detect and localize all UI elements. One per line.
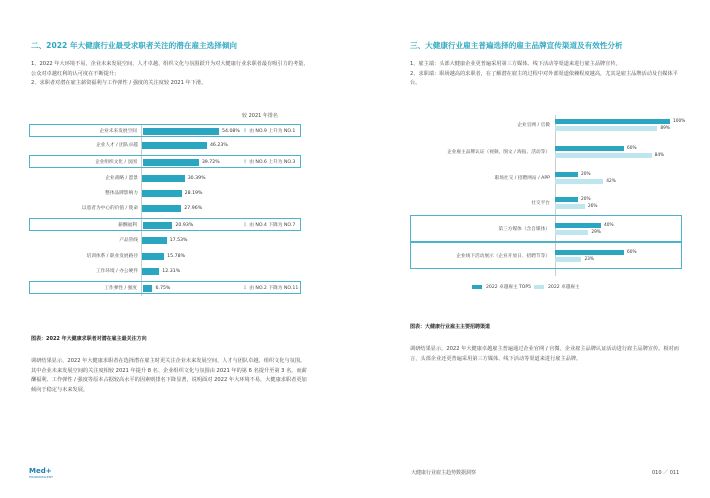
report-title: 大健康行业雇主趋势数据洞察 xyxy=(411,470,477,476)
left-chart-value-label: 15.78% xyxy=(167,254,186,259)
left-paragraph-2: 2、求职者对潜在雇主薪资福利与工作弹性 / 强度的关注度较 2021 年下滑。 xyxy=(31,80,207,87)
left-chart-category-label: 企业战略 / 愿景 xyxy=(105,176,138,181)
left-chart-value-label: 54.08% xyxy=(222,129,240,134)
right-chart-value-label: 23% xyxy=(584,256,594,262)
left-chart-value-label: 17.53% xyxy=(169,238,188,243)
left-section-title: 二、2022 年大健康行业最受求职者关注的潜在雇主选择倾向 xyxy=(31,41,238,50)
left-chart-value-label: 39.72% xyxy=(201,160,220,165)
right-chart-value-label: 84% xyxy=(654,152,665,158)
right-chart-category-label: 企业雇主品牌认证（视频、图文 / 海报、活动等） xyxy=(447,150,550,155)
right-body-text: 调研结果显示，2022 年大健康卓越雇主普遍通过企业官网 / 官微、企业雇主品牌认证活动进行雇主品牌宣传。相对而言，头部企业还更普遍采用第三方媒体、线下活动等渠道来进行雇主品牌。 xyxy=(410,346,679,362)
left-chart-bar xyxy=(143,159,199,166)
right-chart-bar xyxy=(555,250,624,255)
left-chart-value-label: 28.19% xyxy=(184,191,203,196)
right-chart-value-label: 40% xyxy=(604,222,614,228)
left-chart-bar xyxy=(143,285,152,292)
rank-change-note xyxy=(243,219,295,232)
arrow-down-icon: ⇩ xyxy=(243,222,248,228)
left-chart-category-label: 薪酬福利 xyxy=(118,223,137,228)
left-chart-value-label: 30.39% xyxy=(187,176,206,181)
rank-change-note xyxy=(243,125,295,138)
right-chart-category-label: 企业官网 / 官微 xyxy=(517,123,550,128)
left-chart-bar xyxy=(143,128,219,135)
left-chart-category-label: 工作弹性 / 强度 xyxy=(104,286,137,291)
left-chart-value-label: 46.23% xyxy=(209,143,228,148)
left-chart-bar xyxy=(142,205,181,212)
left-chart-row xyxy=(29,281,301,294)
left-chart-row xyxy=(29,124,301,137)
legend-item-top5 xyxy=(472,284,531,290)
right-chart-category-label: 企业线下活动展示（企业开放日、招聘节等） xyxy=(456,254,550,259)
left-chart-category-label: 产品管线 xyxy=(119,238,138,243)
left-chart-bar xyxy=(142,237,167,244)
rank-change-note xyxy=(243,282,298,295)
right-chart-category-label: 职场社交 / 招聘网站 / APP xyxy=(494,176,550,181)
right-chart-value-label: 60% xyxy=(627,249,637,255)
left-chart-caption: 图表：2022 年大健康求职者对潜在雇主最关注方向 xyxy=(31,336,147,342)
right-chart-bar xyxy=(555,126,657,131)
right-chart-bar xyxy=(555,172,578,177)
left-chart-category-label: 企业组织文化 / 氛围 xyxy=(94,160,137,165)
left-chart-bar xyxy=(142,190,182,197)
left-chart-row xyxy=(29,139,301,152)
right-chart-bar xyxy=(555,197,578,202)
rank-change-text: 由 NO.2 下降为 NO.11 xyxy=(249,286,299,291)
left-chart-value-label: 27.96% xyxy=(184,206,203,211)
legend-item-all xyxy=(534,284,580,290)
right-paragraph-2: 2、求职端：职场越高的求职者，在了解潜在雇主的过程中对外部渠道依赖程度越高，尤其是雇主品牌活动及自媒体平台。 xyxy=(410,70,678,87)
right-chart-bar xyxy=(555,179,603,184)
legend-label-all: 2022 卓越雇主 xyxy=(548,285,580,290)
arrow-up-icon: ⇧ xyxy=(243,159,248,165)
left-chart-value-label: 20.93% xyxy=(175,223,194,228)
left-chart-bar xyxy=(143,222,172,229)
left-chart-value-label: 12.31% xyxy=(162,269,181,274)
left-chart-category-label: 企业未来发展空间 xyxy=(99,129,137,134)
arrow-up-icon: ⇧ xyxy=(243,128,248,134)
right-chart-value-label: 29% xyxy=(591,229,601,235)
rank-header: 较 2021 年排名 xyxy=(242,113,278,119)
left-chart-row xyxy=(29,172,301,185)
right-chart-value-label: 20% xyxy=(581,196,591,202)
left-chart-category-label: 整体品牌影响力 xyxy=(105,191,138,196)
left-intro xyxy=(31,60,309,89)
rank-change-text: 由 NO.4 下降为 NO.7 xyxy=(249,223,296,228)
left-chart-row xyxy=(29,202,301,215)
left-chart-value-label: 6.75% xyxy=(155,286,171,291)
left-chart-category-label: 培训体系 / 职业发展路径 xyxy=(86,254,138,259)
left-chart-bar xyxy=(142,268,159,275)
left-chart-row xyxy=(29,155,301,168)
logo-subtext: PHARMATALENT xyxy=(29,475,53,479)
left-chart-row xyxy=(29,250,301,263)
legend-label-top5: 2022 卓越雇主 TOP5 xyxy=(486,285,532,290)
right-chart-value-label: 60% xyxy=(627,145,637,151)
left-chart-row xyxy=(29,265,301,278)
rank-change-text: 由 NO.9 上升为 NO.1 xyxy=(249,129,296,134)
left-chart-bar xyxy=(142,175,185,182)
right-chart-bar xyxy=(555,119,670,124)
left-paragraph-1: 1、2022 年大环境不易，企业未来发展空间、人才卓越、组织文化与氛围跃升为对大健康行业求职者最有吸引力的考量，公众对卓越红利的认可度在不断提升； xyxy=(31,61,309,77)
right-chart-bar xyxy=(555,257,581,262)
right-chart-bar xyxy=(555,153,652,158)
right-intro xyxy=(410,60,684,89)
right-chart-caption: 图表：大健康行业雇主主要招聘渠道 xyxy=(410,324,491,330)
rank-change-text: 由 NO.6 上升为 NO.3 xyxy=(249,160,296,165)
right-paragraph-1: 1、雇主端：头部大健康企业更普遍采用第三方媒体、线下活动等渠道来进行雇主品牌宣传。 xyxy=(410,61,621,67)
left-chart-bar xyxy=(142,142,207,149)
brand-logo xyxy=(29,467,53,479)
rank-change-note xyxy=(243,156,295,169)
right-chart-value-label: 20% xyxy=(581,171,591,177)
right-chart-bar xyxy=(555,223,601,228)
page-number: 010 ／ 011 xyxy=(652,470,680,476)
left-chart-category-label: 企业人才 / 团队卓越 xyxy=(95,143,138,148)
left-chart-category-label: 以患者为中心的价值 / 使命 xyxy=(81,206,138,211)
left-chart-category-label: 工作环境 / 办公硬件 xyxy=(95,269,138,274)
left-chart-row xyxy=(29,218,301,231)
logo-text: Med+ xyxy=(29,467,52,475)
left-chart-bar xyxy=(142,253,164,260)
legend-swatch-top5 xyxy=(472,285,482,289)
left-chart-row xyxy=(29,187,301,200)
right-chart-value-label: 42% xyxy=(606,178,616,184)
right-chart-value-label: 89% xyxy=(660,125,670,131)
right-chart-bar xyxy=(555,230,588,235)
left-chart-row xyxy=(29,234,301,247)
right-chart-category-label: 第三方媒体（含自媒体） xyxy=(498,227,550,232)
right-chart-value-label: 100% xyxy=(673,118,686,124)
right-chart-bar xyxy=(555,146,624,151)
right-chart-bar xyxy=(555,204,585,209)
right-chart-category-label: 社交平台 xyxy=(531,201,550,206)
right-section-title: 三、大健康行业雇主普遍选择的雇主品牌宣传渠道及有效性分析 xyxy=(410,41,623,50)
arrow-down-icon: ⇩ xyxy=(243,285,248,291)
left-body-text: 调研结果显示，2022 年大健康求职者在选择潜在雇主时更关注企业未来发展空间、人才与团队卓越、组织文化与氛围。其中企业未来发展空间的关注度相较 2021 年提升 8 名、企业组织文化与氛围由 2021 年的第 6 名提升至第 3 名。而薪酬福利、工作弹性 / 强度等原本占据较高水平的因素则排名下降显著，说明面对 2022 年大环境不易，大健康求职者更加倾向于稳定与未来发展。 xyxy=(31,358,307,393)
right-chart-value-label: 26% xyxy=(587,203,598,209)
legend-swatch-all xyxy=(534,285,544,289)
